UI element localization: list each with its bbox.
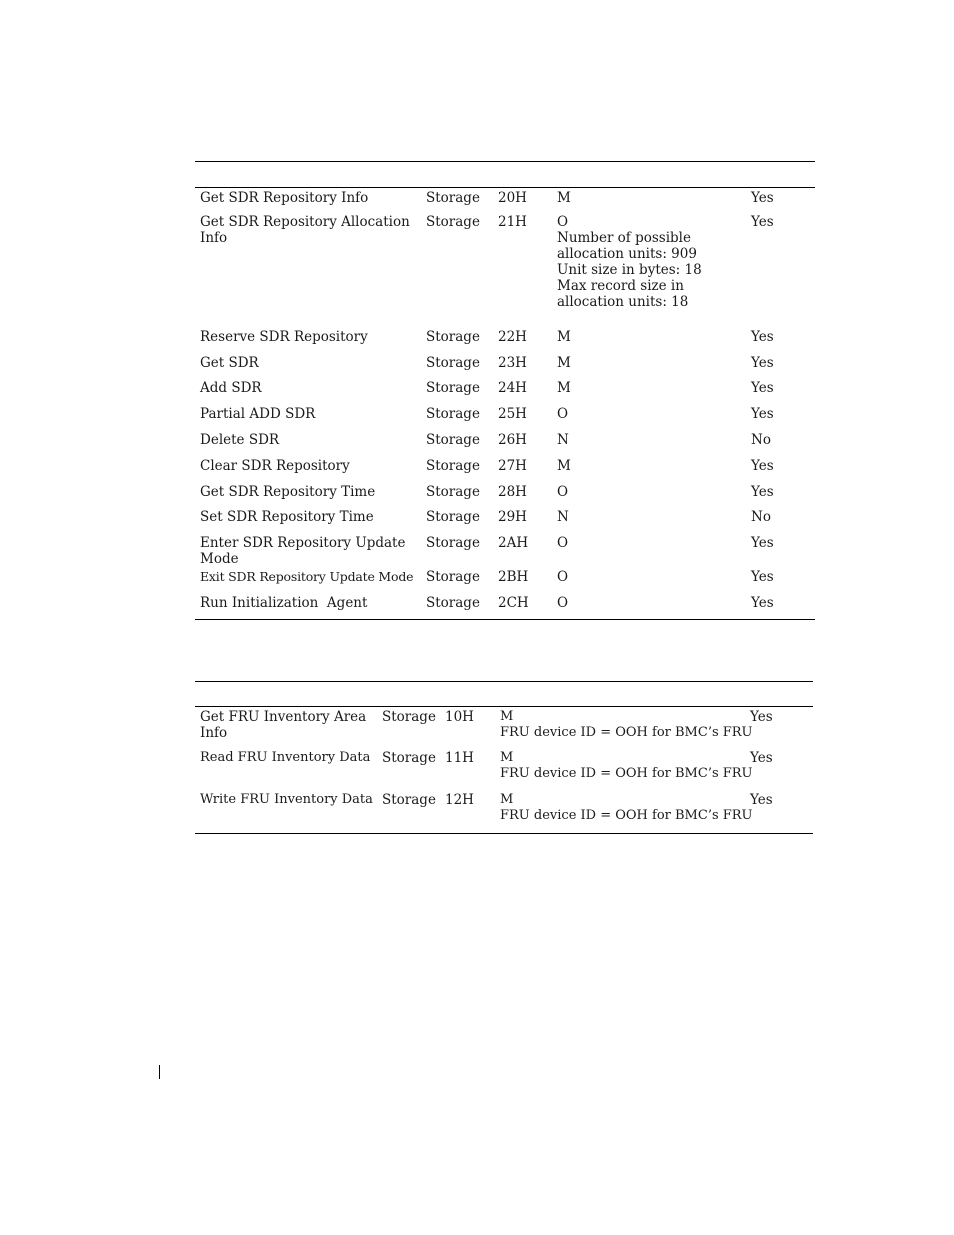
command-name: Get SDR <box>200 355 259 371</box>
cmd-code: 27H <box>498 458 527 474</box>
support: Yes <box>751 190 774 206</box>
netfn: Storage <box>426 406 480 422</box>
support: Yes <box>751 214 774 230</box>
command-name: Add SDR <box>200 380 262 396</box>
cmd-code: 25H <box>498 406 527 422</box>
cmd-code: 23H <box>498 355 527 371</box>
cmd-code: 2CH <box>498 595 529 611</box>
netfn: Storage <box>426 458 480 474</box>
revision-bar <box>159 1065 160 1079</box>
netfn: Storage <box>426 569 480 585</box>
cmd-code: 26H <box>498 432 527 448</box>
cmd-code: 29H <box>498 509 527 525</box>
command-name: Clear SDR Repository <box>200 458 350 474</box>
netfn: Storage <box>426 432 480 448</box>
command-name: Get FRU Inventory Area Info <box>200 709 367 741</box>
table-header-rule <box>195 187 815 188</box>
ipmi-spec: M <box>557 355 571 371</box>
ipmi-spec: M FRU device ID = OOH for BMC’s FRU <box>500 792 753 823</box>
cmd-code: 11H <box>445 750 474 766</box>
command-name: Write FRU Inventory Data <box>200 792 373 807</box>
cmd-code: 12H <box>445 792 474 808</box>
support: Yes <box>750 750 773 766</box>
netfn: Storage <box>426 484 480 500</box>
ipmi-spec: M <box>557 458 571 474</box>
command-name: Exit SDR Repository Update Mode <box>200 569 414 584</box>
cmd-code: 21H <box>498 214 527 230</box>
command-name: Set SDR Repository Time <box>200 509 374 525</box>
support: Yes <box>751 458 774 474</box>
cmd-code: 2BH <box>498 569 529 585</box>
support: Yes <box>751 535 774 551</box>
command-name: Get SDR Repository Info <box>200 190 369 206</box>
netfn: Storage <box>426 190 480 206</box>
command-name: Get SDR Repository Allocation Info <box>200 214 410 246</box>
command-name: Enter SDR Repository Update Mode <box>200 535 406 567</box>
ipmi-spec: O <box>557 535 569 551</box>
ipmi-spec: M FRU device ID = OOH for BMC’s FRU <box>500 709 753 740</box>
support: Yes <box>750 709 773 725</box>
command-name: Run Initialization Agent <box>200 595 368 611</box>
support: Yes <box>751 569 774 585</box>
support: No <box>751 432 771 448</box>
netfn: Storage <box>382 709 436 725</box>
ipmi-spec: M <box>557 329 571 345</box>
sdr-commands-table <box>195 161 815 620</box>
ipmi-spec: O <box>557 406 569 422</box>
netfn: Storage <box>426 595 480 611</box>
support: No <box>751 509 771 525</box>
table-top-rule <box>195 681 813 682</box>
support: Yes <box>751 380 774 396</box>
command-name: Delete SDR <box>200 432 280 448</box>
cmd-code: 10H <box>445 709 474 725</box>
support: Yes <box>751 329 774 345</box>
cmd-code: 28H <box>498 484 527 500</box>
netfn: Storage <box>426 509 480 525</box>
ipmi-spec: M <box>557 380 571 396</box>
support: Yes <box>751 484 774 500</box>
ipmi-spec: O <box>557 484 569 500</box>
ipmi-spec: M <box>557 190 571 206</box>
netfn: Storage <box>426 535 480 551</box>
netfn: Storage <box>426 329 480 345</box>
ipmi-spec: M FRU device ID = OOH for BMC’s FRU <box>500 750 753 781</box>
netfn: Storage <box>382 750 436 766</box>
support: Yes <box>750 792 773 808</box>
table-top-rule <box>195 161 815 162</box>
ipmi-spec: N <box>557 509 569 525</box>
netfn: Storage <box>426 355 480 371</box>
support: Yes <box>751 406 774 422</box>
command-name: Read FRU Inventory Data <box>200 750 371 765</box>
ipmi-spec: O <box>557 569 569 585</box>
command-name: Get SDR Repository Time <box>200 484 376 500</box>
command-name: Reserve SDR Repository <box>200 329 368 345</box>
table-header-rule <box>195 706 813 707</box>
cmd-code: 22H <box>498 329 527 345</box>
cmd-code: 2AH <box>498 535 529 551</box>
netfn: Storage <box>426 214 480 230</box>
netfn: Storage <box>426 380 480 396</box>
fru-commands-table <box>195 681 813 834</box>
netfn: Storage <box>382 792 436 808</box>
ipmi-spec: N <box>557 432 569 448</box>
cmd-code: 20H <box>498 190 527 206</box>
support: Yes <box>751 595 774 611</box>
support: Yes <box>751 355 774 371</box>
cmd-code: 24H <box>498 380 527 396</box>
ipmi-spec: O <box>557 595 569 611</box>
ipmi-spec: O Number of possible allocation units: 909 Unit size in bytes: 18 Max record size in allocation units: 18 <box>557 214 702 310</box>
command-name: Partial ADD SDR <box>200 406 316 422</box>
